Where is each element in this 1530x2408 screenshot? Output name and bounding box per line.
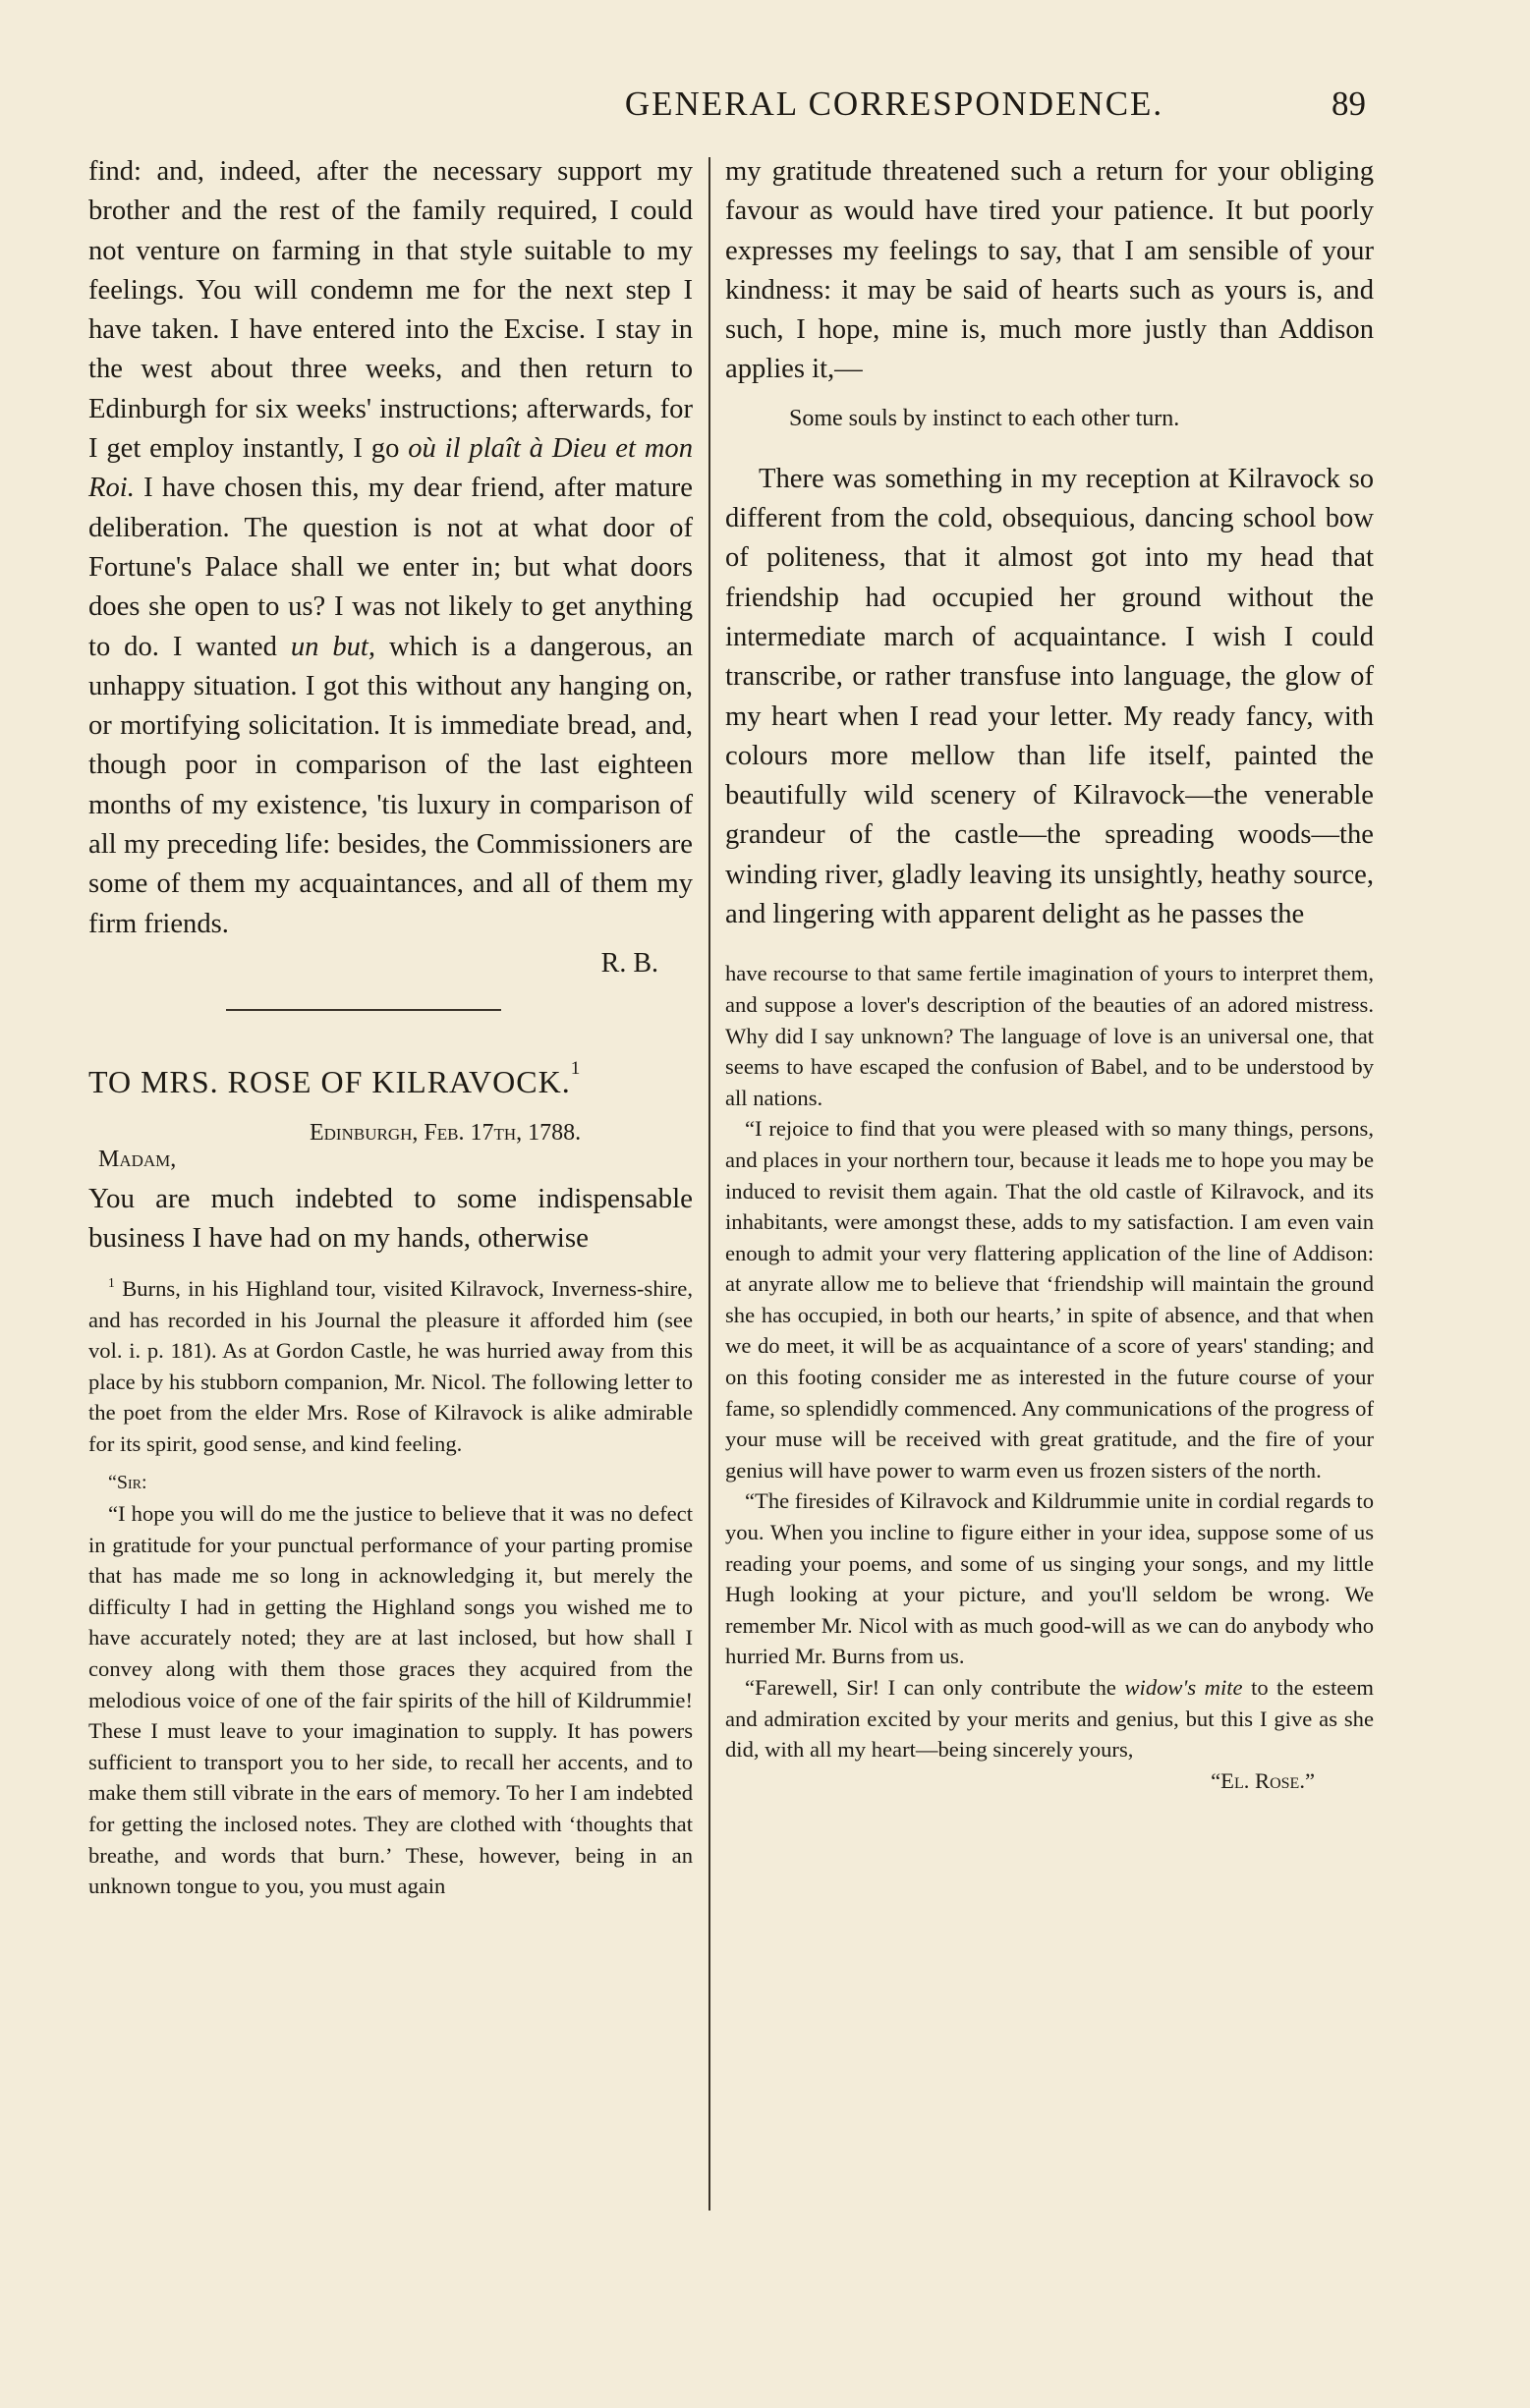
running-title: GENERAL CORRESPONDENCE.	[624, 84, 1164, 123]
letter-paragraph: my gratitude threatened such a return for your obliging favour as would have tired your patience. It but poorly expresses my feelings to say, that I am sensible of your kindness: it may be said of hearts such as yours is, and such, I hope, mine is, much more justly than Addison applies it,—	[725, 156, 1374, 385]
verse-quotation: Some souls by instinct to each other turn.	[789, 405, 1180, 431]
dateline-text: Edinburgh, Feb. 17th, 1788.	[310, 1119, 582, 1146]
column-divider	[708, 157, 710, 2211]
footnote-intro-text: Burns, in his Highland tour, visited Kilravock, Inverness-shire, and has recorded in his Journal the pleasure it afforded him (see vol. i. p. 181). As at Gordon Castle, he was hurried away from this place by his stubborn companion, Mr. Nicol. The following letter to the poet from the elder Mrs. Rose of Kilravock is alike admirable for its spirit, good sense, and kind feeling.	[88, 1275, 693, 1456]
footnote-paragraph: “I rejoice to find that you were pleased with so many things, persons, and places in your northern tour, because it leads me to hope you may be induced to revisit them again. That the old castle of Kilravock, and its inhabitants, were amongst these, adds to my satisfaction. I am even vain enough to admit your very flattering application of the line of Addison: at anyrate allow me to believe that ‘friendship will maintain the ground she has occupied, in both our hearts,’ in spite of absence, and that when we do meet, it will be as acquaintance of a score of years' standing; and on this footing consider me as interested in the future course of your fame, so splendidly commenced. Any communications of the progress of your muse will be received with great gratitude, and the fire of your genius will have power to warm even us frozen sisters of the north.	[725, 1116, 1374, 1483]
footnote-text: “Farewell, Sir! I can only contribute the	[745, 1675, 1125, 1700]
letter-text: which is a dangerous, an unhappy situation. I got this without any hanging on, or mortifying solicitation. It is immediate bread, and, though poor in comparison of the last eighteen months of my existence, 'tis luxury in comparison of all my preceding life: besides, the Commissioners are some of them my acquaintances, and all of them my firm friends.	[88, 631, 693, 939]
letter-heading	[88, 1057, 693, 1100]
footnote-text: to the esteem and admiration excited by your merits and genius, but this I give as she did, with all my heart—being sincerely yours,	[725, 1675, 1375, 1763]
footnote-salutation: “Sir:	[108, 1471, 147, 1493]
letter-conclusion	[88, 152, 693, 944]
letter-text: I have chosen this, my dear friend, after mature deliberation. The question is not at what door of Fortune's Palace shall we enter in; but what doors does she open to us? I was not likely to get anything to do. I wanted	[88, 473, 693, 662]
footnote	[88, 1273, 693, 1902]
right-column	[725, 152, 1374, 1796]
section-rule	[226, 1009, 501, 1011]
heading-text: TO MRS. ROSE OF KILRAVOCK.	[88, 1063, 571, 1099]
dateline	[88, 1120, 693, 1147]
footnote-paragraph: have recourse to that same fertile imagination of yours to interpret them, and suppose a lover's description of the beauties of an adored mistress. Why did I say unknown? The language of love is an universal one, that seems to have escaped the confusion of Babel, and to be understood by all nations.	[725, 961, 1374, 1110]
footnote-continued	[725, 958, 1374, 1796]
letter-paragraph: There was something in my reception at Kilravock so different from the cold, obsequious, dancing school bow of politeness, that it almost got into my head that friendship had occupied her ground without the intermediate march of acquaintance. I wish I could transcribe, or rather transfuse into language, the glow of my heart when I read your letter. My ready fancy, with colours more mellow than life itself, painted the beautifully wild scenery of Kilravock—the venerable grandeur of the castle—the spreading woods—the winding river, gladly leaving its unsightly, heathy source, and lingering with apparent delight as he passes the	[725, 463, 1374, 930]
letter-opening: You are much indebted to some indispensable business I have had on my hands, otherwise	[88, 1182, 693, 1254]
letter-text: find: and, indeed, after the necessary support my brother and the rest of the family required, I could not venture on farming in that style suitable to my feelings. You will condemn me for the next step I have taken. I have entered into the Excise. I stay in the west about three weeks, and then return to Edinburgh for six weeks' instructions; afterwards, for I get employ instantly, I go	[88, 156, 693, 465]
italic-phrase: un but,	[290, 631, 376, 662]
page-number: 89	[1332, 84, 1366, 123]
footnote-intro	[88, 1273, 693, 1460]
footnote-mark: 1	[570, 1057, 582, 1079]
salutation	[88, 1147, 693, 1173]
footnote-number: 1	[108, 1274, 115, 1290]
footnote-signature: “El. Rose.”	[1211, 1767, 1315, 1793]
left-column	[88, 152, 693, 1902]
footnote-paragraph: “I hope you will do me the justice to believe that it was no defect in gratitude for your punctual performance of your parting promise that has made me so long in acknowledging it, but merely the difficulty I had in getting the Highland songs you wished me to have accurately noted; they are at last inclosed, but how shall I convey along with them those graces they acquired from the melodious voice of one of the fair spirits of the hill of Kildrummie! These I must leave to your imagination to supply. It has powers sufficient to transport you to her side, to recall her accents, and to make them still vibrate in the ears of memory. To her I am indebted for getting the inclosed notes. They are clothed with ‘thoughts that breathe, and words that burn.’ These, however, being in an unknown tongue to you, you must again	[88, 1501, 693, 1899]
italic-phrase: widow's mite	[1124, 1675, 1243, 1700]
footnote-paragraph	[725, 1672, 1374, 1765]
italic-phrase: où il plaît à Dieu et mon Roi.	[88, 433, 693, 504]
footnote-paragraph: “The firesides of Kilravock and Kildrummie unite in cordial regards to you. When you incline to figure either in your idea, suppose some of us reading your poems, and some of us singing your songs, and my little Hugh looking at your picture, and you'll seldom be wrong. We remember Mr. Nicol with as much good-will as we can do anybody who hurried Mr. Burns from us.	[725, 1488, 1374, 1669]
salutation-text: Madam,	[98, 1146, 177, 1172]
signature: R. B.	[600, 947, 658, 979]
